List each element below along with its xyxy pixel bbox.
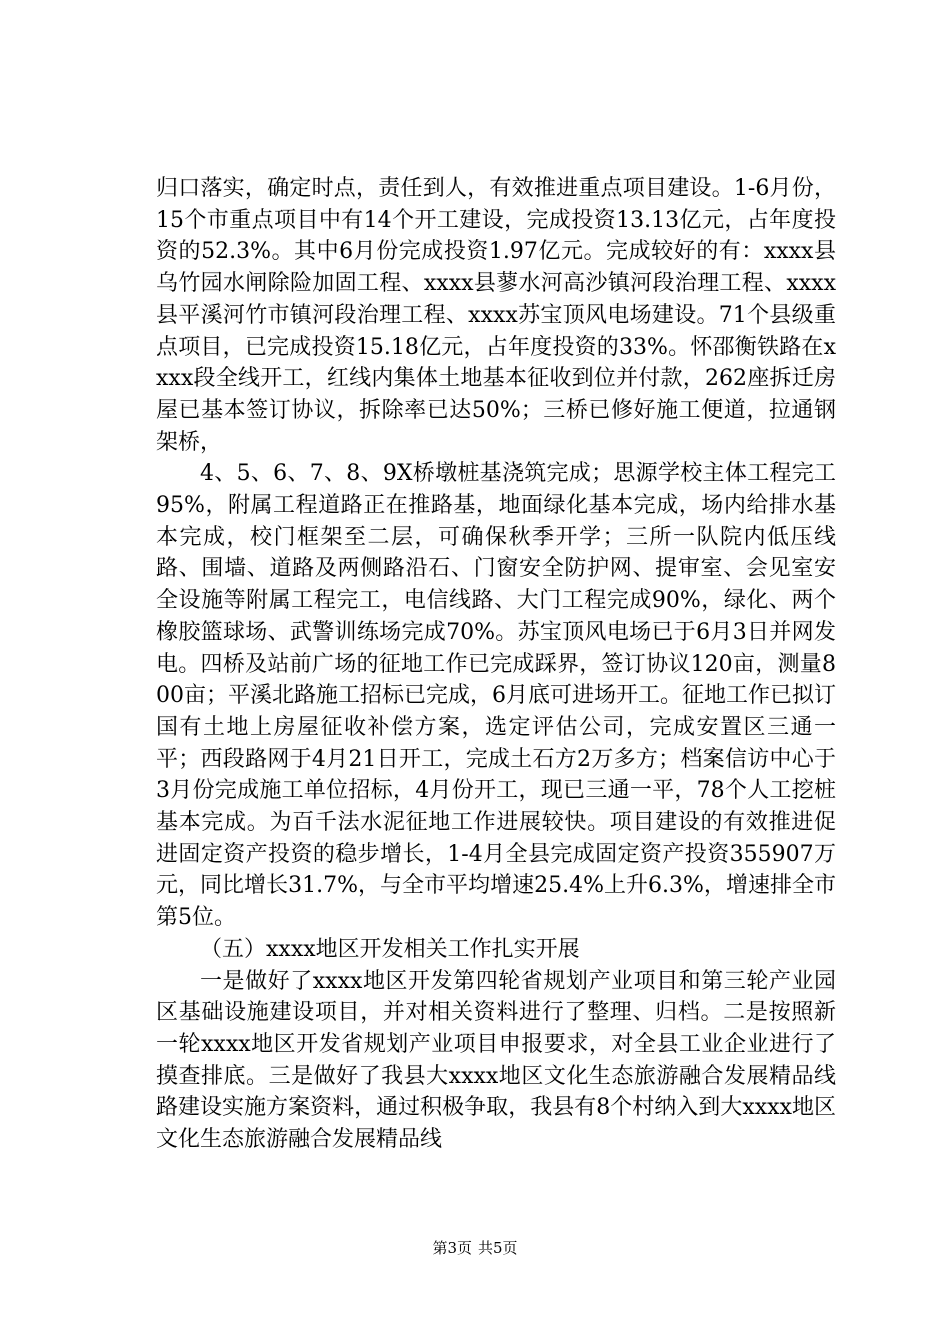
page-number: 第3页 — [432, 1239, 472, 1257]
paragraph-regional-development: 一是做好了xxxx地区开发第四轮省规划产业项目和第三轮产业园区基础设施建设项目，并对相关资料进行了整理、归档。二是按照新一轮xxxx地区开发省规划产业项目申报要求，对全县工业企业进行了摸查排底。三是做好了我县大xxxx地区文化生态旅游融合发展精品线路建设实施方案资料，通过积极争取，我县有8个村纳入到大xxxx地区文化生态旅游融合发展精品线 — [156, 968, 836, 1153]
document-body — [156, 173, 836, 1156]
page-total: 共5页 — [478, 1239, 518, 1257]
paragraph-continuation: 归口落实，确定时点，责任到人，有效推进重点项目建设。1-6月份，15个市重点项目中有14个开工建设，完成投资13.13亿元，占年度投资的52.3%。其中6月份完成投资1.97亿元。完成较好的有：xxxx县乌竹园水闸除险加固工程、xxxx县蓼水河高沙镇河段治理工程、xxxx县平溪河竹市镇河段治理工程、xxxx苏宝顶风电场建设。71个县级重点项目，已完成投资15.18亿元，占年度投资的33%。怀邵衡铁路在xxxx段全线开工，红线内集体土地基本征收到位并付款，262座拆迁房屋已基本签订协议，拆除率已达50%；三桥已修好施工便道，拉通钢架桥， — [156, 176, 836, 455]
paragraph-progress-details: 4、5、6、7、8、9X桥墩桩基浇筑完成；思源学校主体工程完工95%，附属工程道路正在推路基，地面绿化基本完成，场内给排水基本完成，校门框架至二层，可确保秋季开学；三所一队院内低压线路、围墙、道路及两侧路沿石、门窗安全防护网、提审室、会见室安全设施等附属工程完工，电信线路、大门工程完成90%，绿化、两个橡胶篮球场、武警训练场完成70%。苏宝顶风电场已于6月3日并网发电。四桥及站前广场的征地工作已完成踩界，签订协议120亩，测量800亩；平溪北路施工招标已完成，6月底可进场开工。征地工作已拟订国有土地上房屋征收补偿方案，选定评估公司，完成安置区三通一平；西段路网于4月21日开工，完成土石方2万多方；档案信访中心于3月份完成施工单位招标，4月份开工，现已三通一平，78个人工挖桩基本完成。为百千法水泥征地工作进展较快。项目建设的有效推进促进固定资产投资的稳步增长，1-4月全县完成固定资产投资355907万元，同比增长31.7%，与全市平均增速25.4%上升6.3%，增速排全市第5位。 — [156, 461, 836, 931]
page-footer — [0, 1238, 950, 1258]
section-heading: （五）xxxx地区开发相关工作扎实开展 — [200, 936, 580, 962]
